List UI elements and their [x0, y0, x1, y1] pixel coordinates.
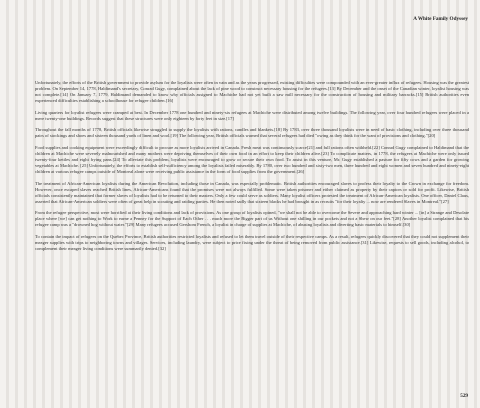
paragraph: Throughout the fall months of 1778, British officials likewise struggled to supply the loyalists with rations, candles and blankets.[18] By 1783, over three thousand loyalists were in need of basic clothing, including over three thousand pairs of stockings and shoes and sixteen thousand yards of linen and wool.[19] The following year, British officials warned that several refugees had died "owing as they think for the want of provisions and clothing."[20]: [35, 127, 469, 139]
running-head-title: A White Family Odyssey: [413, 16, 468, 22]
paragraph: Living quarters for loyalist refugees were cramped at best. In December 1778 one hundred and ninety-six refugees at Machiche were distributed among twelve buildings. The following year, over four hundred refugees were placed in a mere twenty-one buildings. Records suggest that these structures were only eighteen by forty feet in size.[17]: [35, 109, 469, 121]
paragraph: The treatment of African-American loyalists during the American Revolution, including those in Canada, was especially problematic. British authorities encouraged slaves to profess their loyalty to the Crown in exchange for freedom. However, once escaped slaves reached British lines, African-Americans found that the promises were not always fulfilled. Some were taken prisoner and either claimed as property by their captors or sold for profit. Likewise, British officials consistently maintained that former slaves of loyalists had to be returned to their masters. Only a few could serve as soldiers. Many loyalist officers protested the treatment of African-American loyalists. One officer, Daniel Claus, asserted that African-American soldiers were often of great help in scouting and raiding parties. He then noted sadly that sixteen blacks he had brought in as recruits "for their loyalty ... now are rendered Slaves in Montreal."[27]: [35, 180, 469, 204]
page-number: 529: [460, 393, 468, 399]
paragraph: Food supplies and cooking equipment were exceedingly difficult to procure as more loyalists arrived in Canada. Fresh meat was continuously scarce[21] and full rations often withheld.[22] Conrad Gugy complained to Haldimand that the children at Machiche were severely malnourished and many mothers were depriving themselves of their own food in an effort to keep their children alive.[23] To complicate matters, in 1778, the refugees at Machiche were only issued twenty-four kettles and eight frying pans.[24] To alleviate this problem, loyalists were encouraged to grow or secure their own food. To assist in this venture, Mr. Gugy established a pasture for fifty cows and a garden for growing vegetables at Machiche. [25] Unfortunately, the efforts to establish self-sufficiency among the loyalists failed miserably. By 1780, over two hundred and sixty-two men, three hundred and eight women and seven hundred and ninety-eight children at various refugee camps outside of Montreal alone were receiving public assistance in the form of food supplies from the government.[26]: [35, 144, 469, 175]
paragraph: From the refugee perspective, most were horrified at their living conditions and lack of provisions. As one group of loyalists opined, "we shall not be able to overcome the Severe and approaching hard winter ... [in] a Strange and Desolate place where [we] can get nothing to Work to earne a Penney for the Support of Each Other . . . much more the Bigger part of us Without one shilling in our pockets and not a Shew on our feet."[28] Another loyalist complained that his refugee camp was a "drowned hog without water."[29] Many refugees accused Gershom French, a loyalist in charge of supplies at Machiche, of abusing loyalists and diverting basic materials to himself.[30]: [35, 210, 469, 228]
paragraph: To contain the impact of refugees on the Quebec Province, British authorities restricted loyalists and refused to let them travel outside of their respective camps. As a result, refugees quickly discovered that they could not supplement their meager supplies with trips to neighboring towns and villages. Services, including laundry, were subject to price fixing under the threat of being removed from public assistance.[31] Likewise, requests to sell goods, including alcohol, to complement their meager living conditions were summarily denied.[32]: [35, 233, 469, 252]
paragraph: Unfortunately, the efforts of the British government to provide asylum for the loyalists were often in vain and as the years progressed, existing difficulties were compounded with an ever-greater influx of refugees. Housing was the greatest problem. On September 14, 1778, Haldimand's secretary, Conrad Gugy, complained about the lack of pine wood to construct necessary housing for the refugees.[13] By December and the onset of the Canadian winter, loyalist housing was not complete.[14] On January 7, 1779, Haldimand demanded to know why officials assigned to Machiche had not yet built a saw mill necessary for the construction of housing and military barracks.[15] British authorities even experienced difficulties establishing a schoolhouse for refugee children.[16]: [35, 80, 469, 104]
body-text: [35, 80, 469, 258]
